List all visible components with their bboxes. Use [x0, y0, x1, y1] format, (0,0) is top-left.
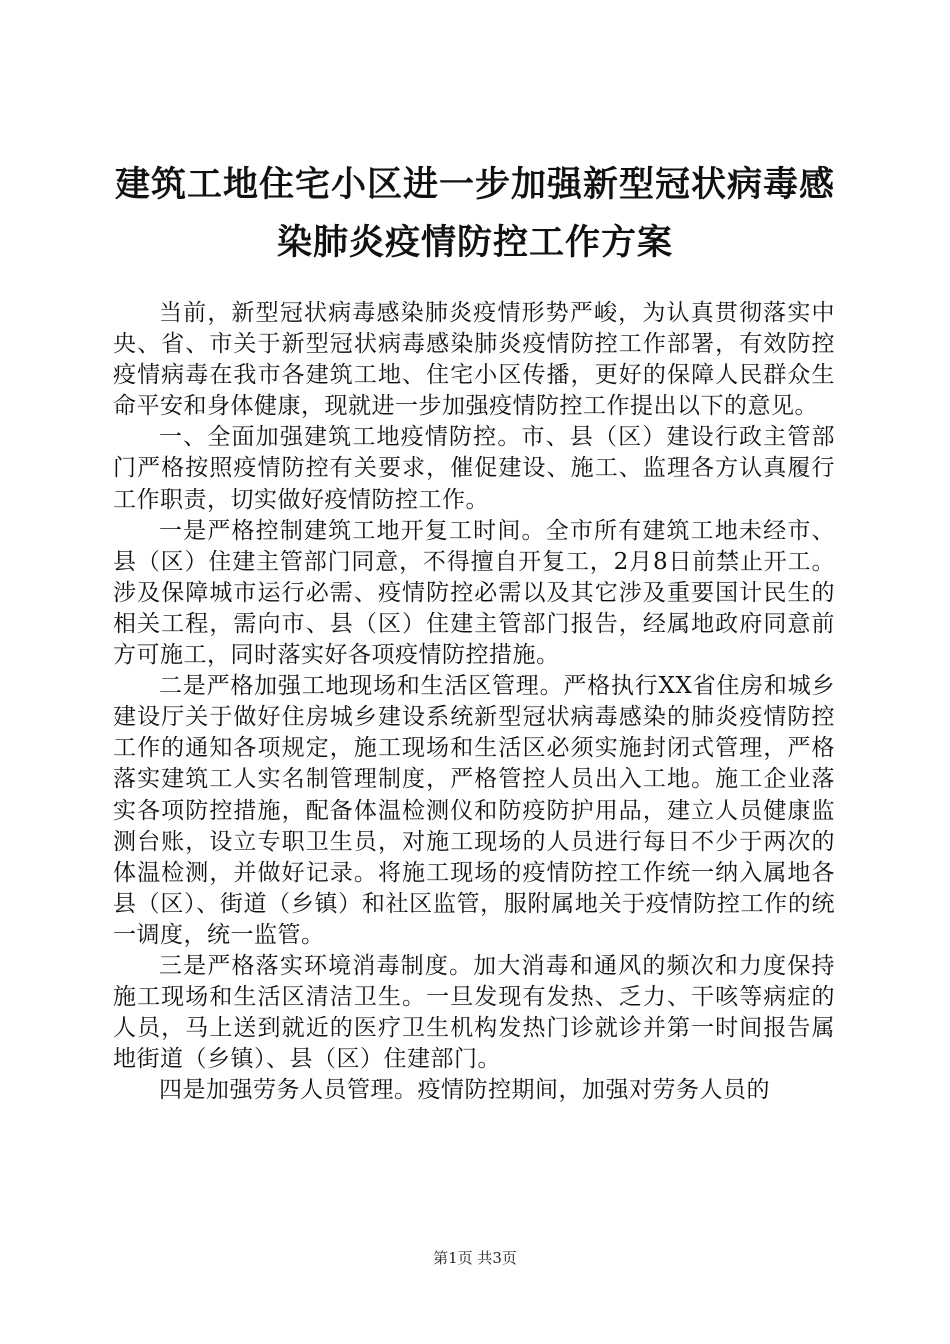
paragraph-intro: 当前，新型冠状病毒感染肺炎疫情形势严峻，为认真贯彻落实中央、省、市关于新型冠状病毒感染肺炎疫情防控工作部署，有效防控疫情病毒在我市各建筑工地、住宅小区传播，更好的保障人民群众生命平安和身体健康，现就进一步加强疫情防控工作提出以下的意见。 [113, 300, 835, 420]
page-number-footer: 第1页 共3页 [433, 1249, 517, 1267]
paragraph-item-3: 三是严格落实环境消毒制度。加大消毒和通风的频次和力度保持施工现场和生活区清洁卫生。一旦发现有发热、乏力、干咳等病症的人员，马上送到就近的医疗卫生机构发热门诊就诊并第一时间报告属地街道（乡镇）、县（区）住建部门。 [113, 952, 835, 1073]
paragraph-section-1: 一、全面加强建筑工地疫情防控。市、县（区）建设行政主管部门严格按照疫情防控有关要求，催促建设、施工、监理各方认真履行工作职责，切实做好疫情防控工作。 [113, 424, 835, 513]
paragraph-item-1: 一是严格控制建筑工地开复工时间。全市所有建筑工地未经市、县（区）住建主管部门同意，不得擅自开复工，2月8日前禁止开工。涉及保障城市运行必需、疫情防控必需以及其它涉及重要国计民生的相关工程，需向市、县（区）住建主管部门报告，经属地政府同意前方可施工，同时落实好各项疫情防控措施。 [113, 517, 835, 669]
document-body [113, 298, 835, 1106]
document-title-line-1: 建筑工地住宅小区进一步加强新型冠状病毒感 [114, 165, 835, 205]
paragraph-item-2: 二是严格加强工地现场和生活区管理。严格执行XX省住房和城乡建设厅关于做好住房城乡建设系统新型冠状病毒感染的肺炎疫情防控工作的通知各项规定，施工现场和生活区必须实施封闭式管理，严格落实建筑工人实名制管理制度，严格管控人员出入工地。施工企业落实各项防控措施，配备体温检测仪和防疫防护用品，建立人员健康监测台账，设立专职卫生员，对施工现场的人员进行每日不少于两次的体温检测，并做好记录。将施工现场的疫情防控工作统一纳入属地各县（区）、街道（乡镇）和社区监管，服附属地关于疫情防控工作的统一调度，统一监管。 [113, 673, 835, 948]
document-title-line-2: 染肺炎疫情防控工作方案 [276, 223, 673, 263]
paragraph-item-4: 四是加强劳务人员管理。疫情防控期间，加强对劳务人员的 [159, 1077, 770, 1104]
